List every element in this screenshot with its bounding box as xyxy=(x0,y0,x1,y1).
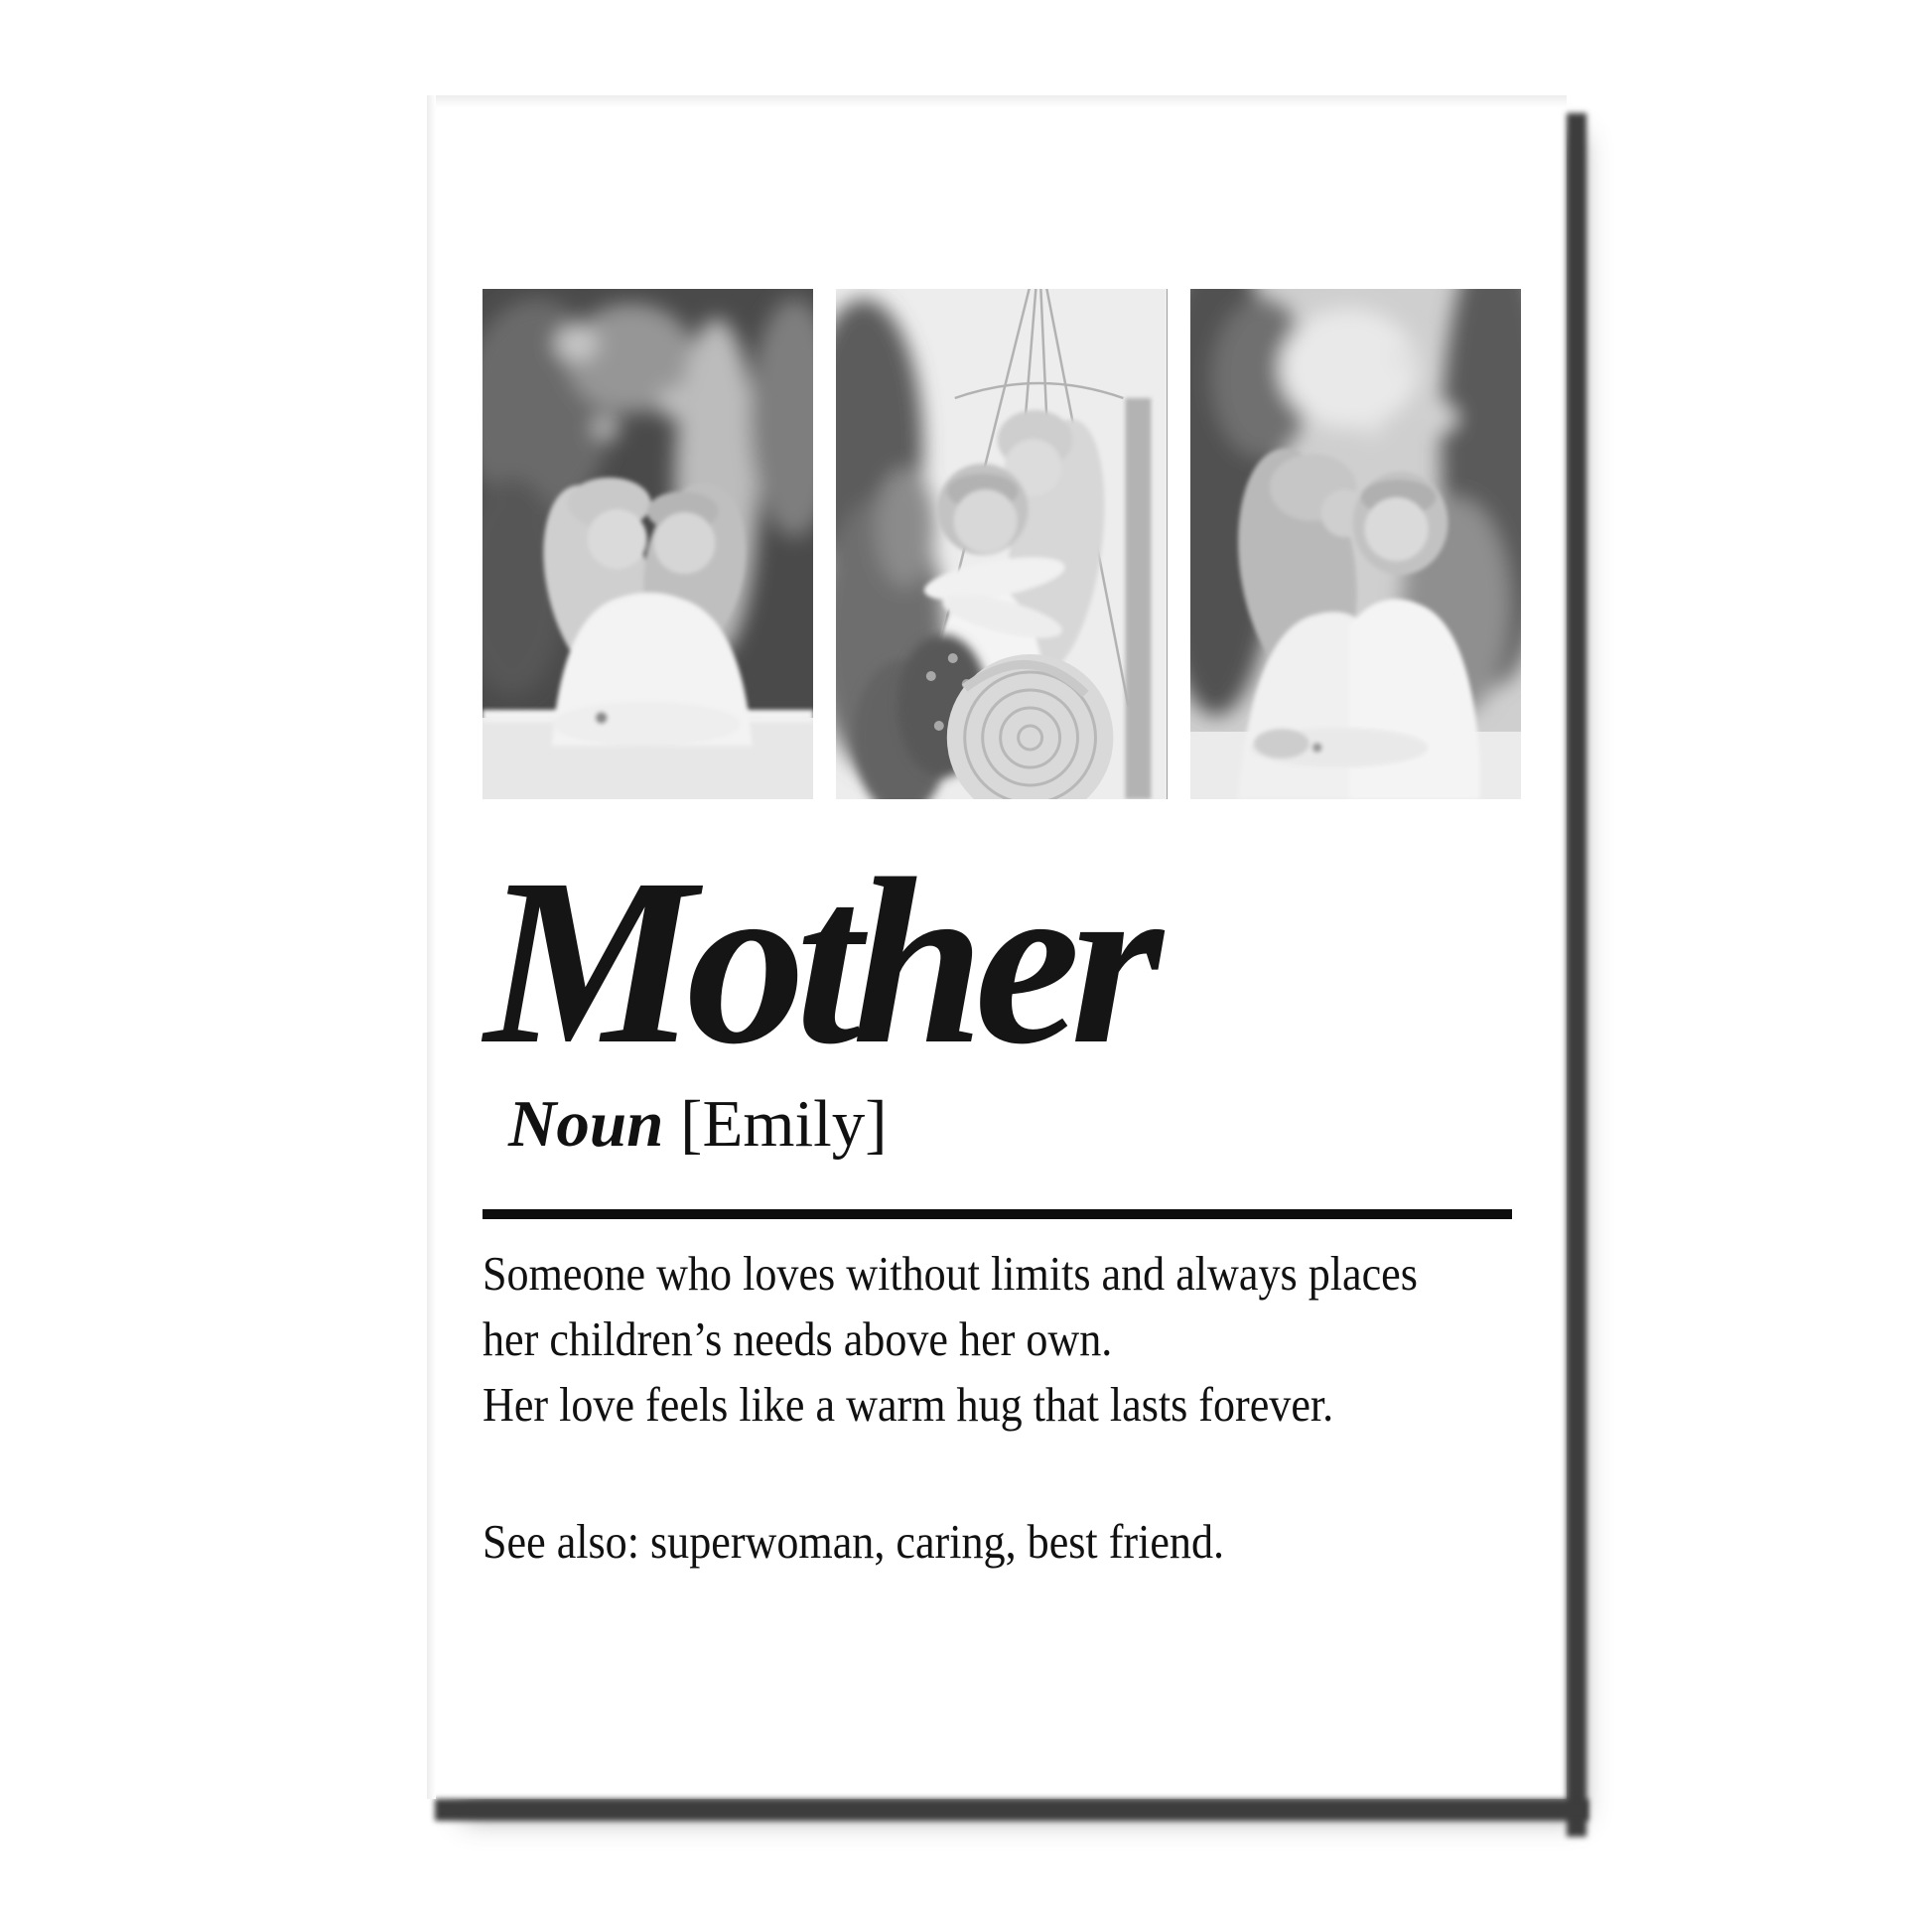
definition-text xyxy=(483,1241,1418,1438)
definition-line-3: Her love feels like a warm hug that lasts forever. xyxy=(483,1377,1334,1432)
photo-daughter-hugging-mother-gazebo xyxy=(836,289,1167,799)
definition-line-2: her children’s needs above her own. xyxy=(483,1311,1113,1366)
photo-collage xyxy=(483,289,1521,799)
part-of-speech-label: Noun xyxy=(508,1087,664,1161)
canvas-side-shadow-bottom xyxy=(435,1799,1588,1821)
part-of-speech-line xyxy=(508,1087,888,1161)
divider-rule xyxy=(483,1209,1512,1219)
poster-title: Mother xyxy=(484,829,1154,1093)
photo-mother-daughter-heads-together xyxy=(483,289,813,799)
definition-line-1: Someone who loves without limits and always places xyxy=(483,1246,1418,1301)
photo-daughter-kissing-mother-cheek xyxy=(1190,289,1521,799)
see-also-line: See also: superwoman, caring, best friend. xyxy=(483,1514,1225,1569)
personalized-name: [Emily] xyxy=(680,1087,888,1161)
canvas-side-shadow-right xyxy=(1567,113,1587,1837)
canvas-print xyxy=(427,95,1567,1799)
